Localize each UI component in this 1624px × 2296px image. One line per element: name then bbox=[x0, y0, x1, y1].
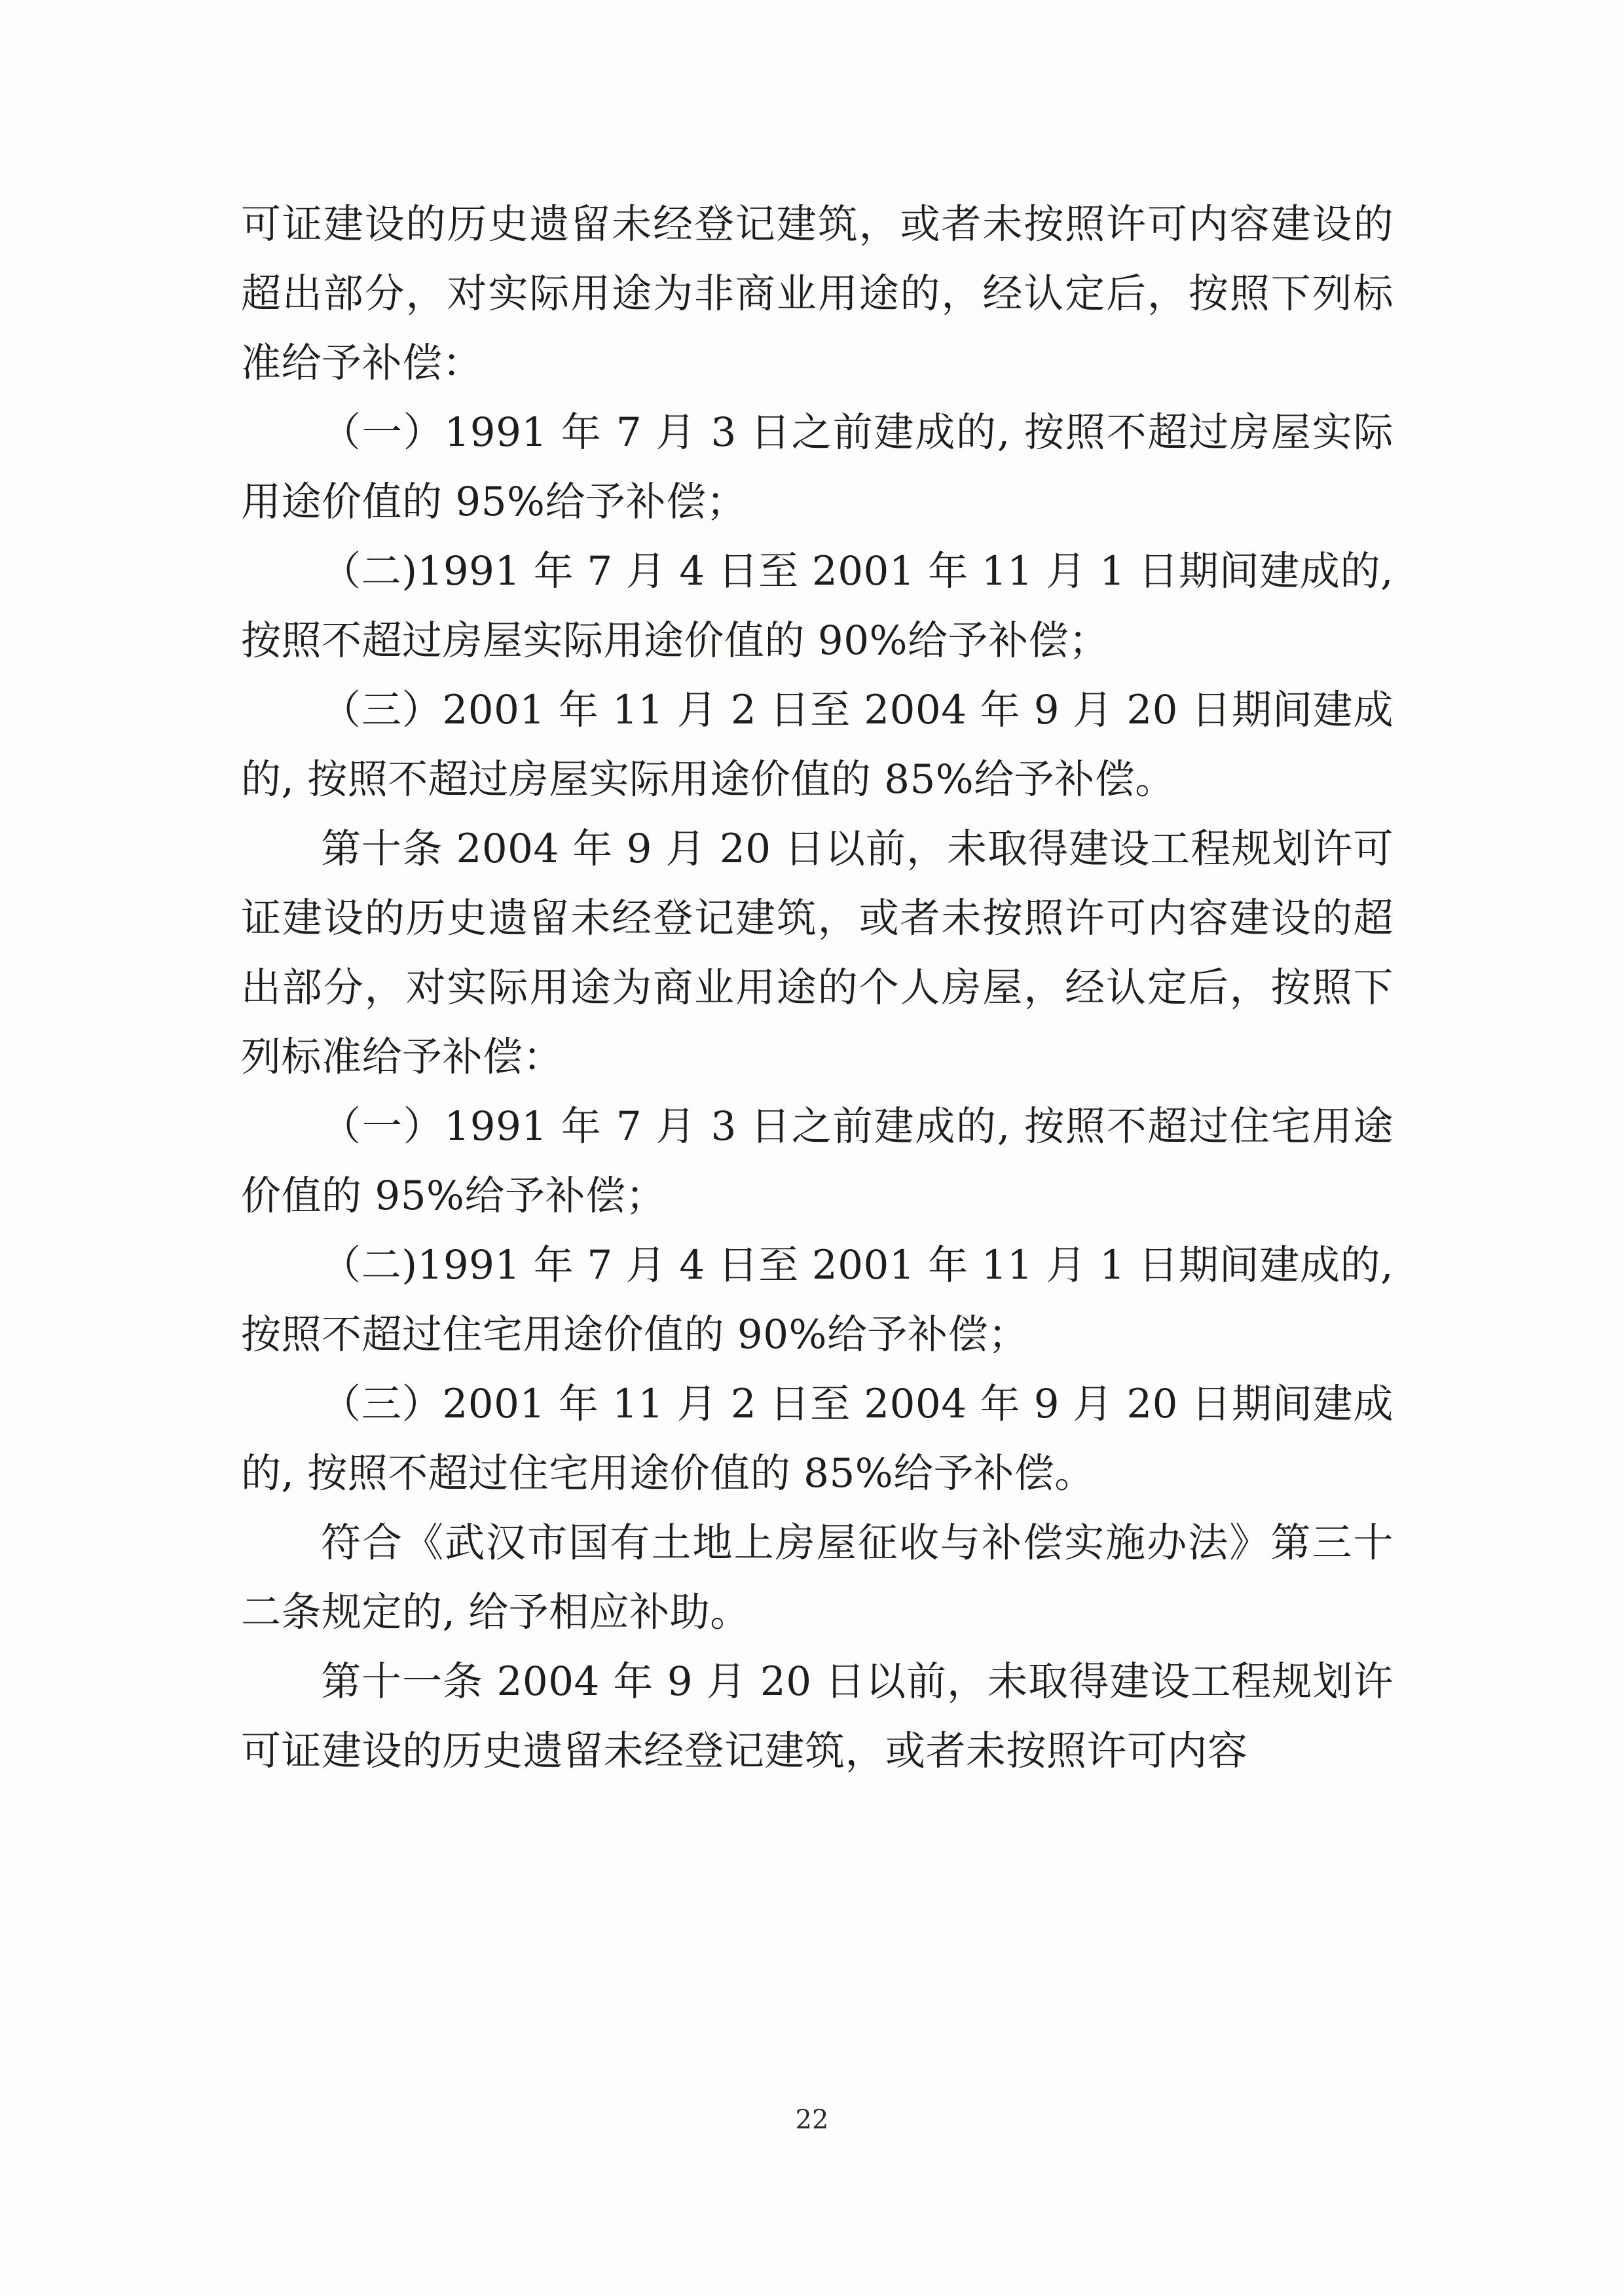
paragraph: （二)1991 年 7 月 4 日至 2001 年 11 月 1 日期间建成的, 按照不超过房屋实际用途价值的 90%给予补偿； bbox=[241, 548, 1393, 664]
paragraph: 第十条 2004 年 9 月 20 日以前，未取得建设工程规划许可证建设的历史遗留未经登记建筑，或者未按照许可内容建设的超出部分，对实际用途为商业用途的个人房屋，经认定后，按照下列标准给予补偿： bbox=[241, 826, 1393, 1080]
paragraph: （一）1991 年 7 月 3 日之前建成的, 按照不超过住宅用途价值的 95%给予补偿； bbox=[241, 1103, 1393, 1219]
paragraph: （一）1991 年 7 月 3 日之前建成的, 按照不超过房屋实际用途价值的 95%给予补偿； bbox=[241, 409, 1393, 525]
paragraph: 符合《武汉市国有土地上房屋征收与补偿实施办法》第三十二条规定的, 给予相应补助。 bbox=[241, 1520, 1393, 1635]
paragraph: 第十一条 2004 年 9 月 20 日以前，未取得建设工程规划许可证建设的历史遗留未经登记建筑，或者未按照许可内容 bbox=[241, 1658, 1393, 1774]
page-number: 22 bbox=[795, 2105, 829, 2135]
paragraph: （二)1991 年 7 月 4 日至 2001 年 11 月 1 日期间建成的, 按照不超过住宅用途价值的 90%给予补偿； bbox=[241, 1242, 1393, 1358]
paragraph: 可证建设的历史遗留未经登记建筑，或者未按照许可内容建设的超出部分，对实际用途为非商业用途的，经认定后，按照下列标准给予补偿： bbox=[241, 201, 1393, 386]
document-body bbox=[241, 190, 1393, 1786]
paragraph: （三）2001 年 11 月 2 日至 2004 年 9 月 20 日期间建成的, 按照不超过住宅用途价值的 85%给予补偿。 bbox=[241, 1381, 1393, 1497]
paragraph: （三）2001 年 11 月 2 日至 2004 年 9 月 20 日期间建成的, 按照不超过房屋实际用途价值的 85%给予补偿。 bbox=[241, 687, 1393, 803]
